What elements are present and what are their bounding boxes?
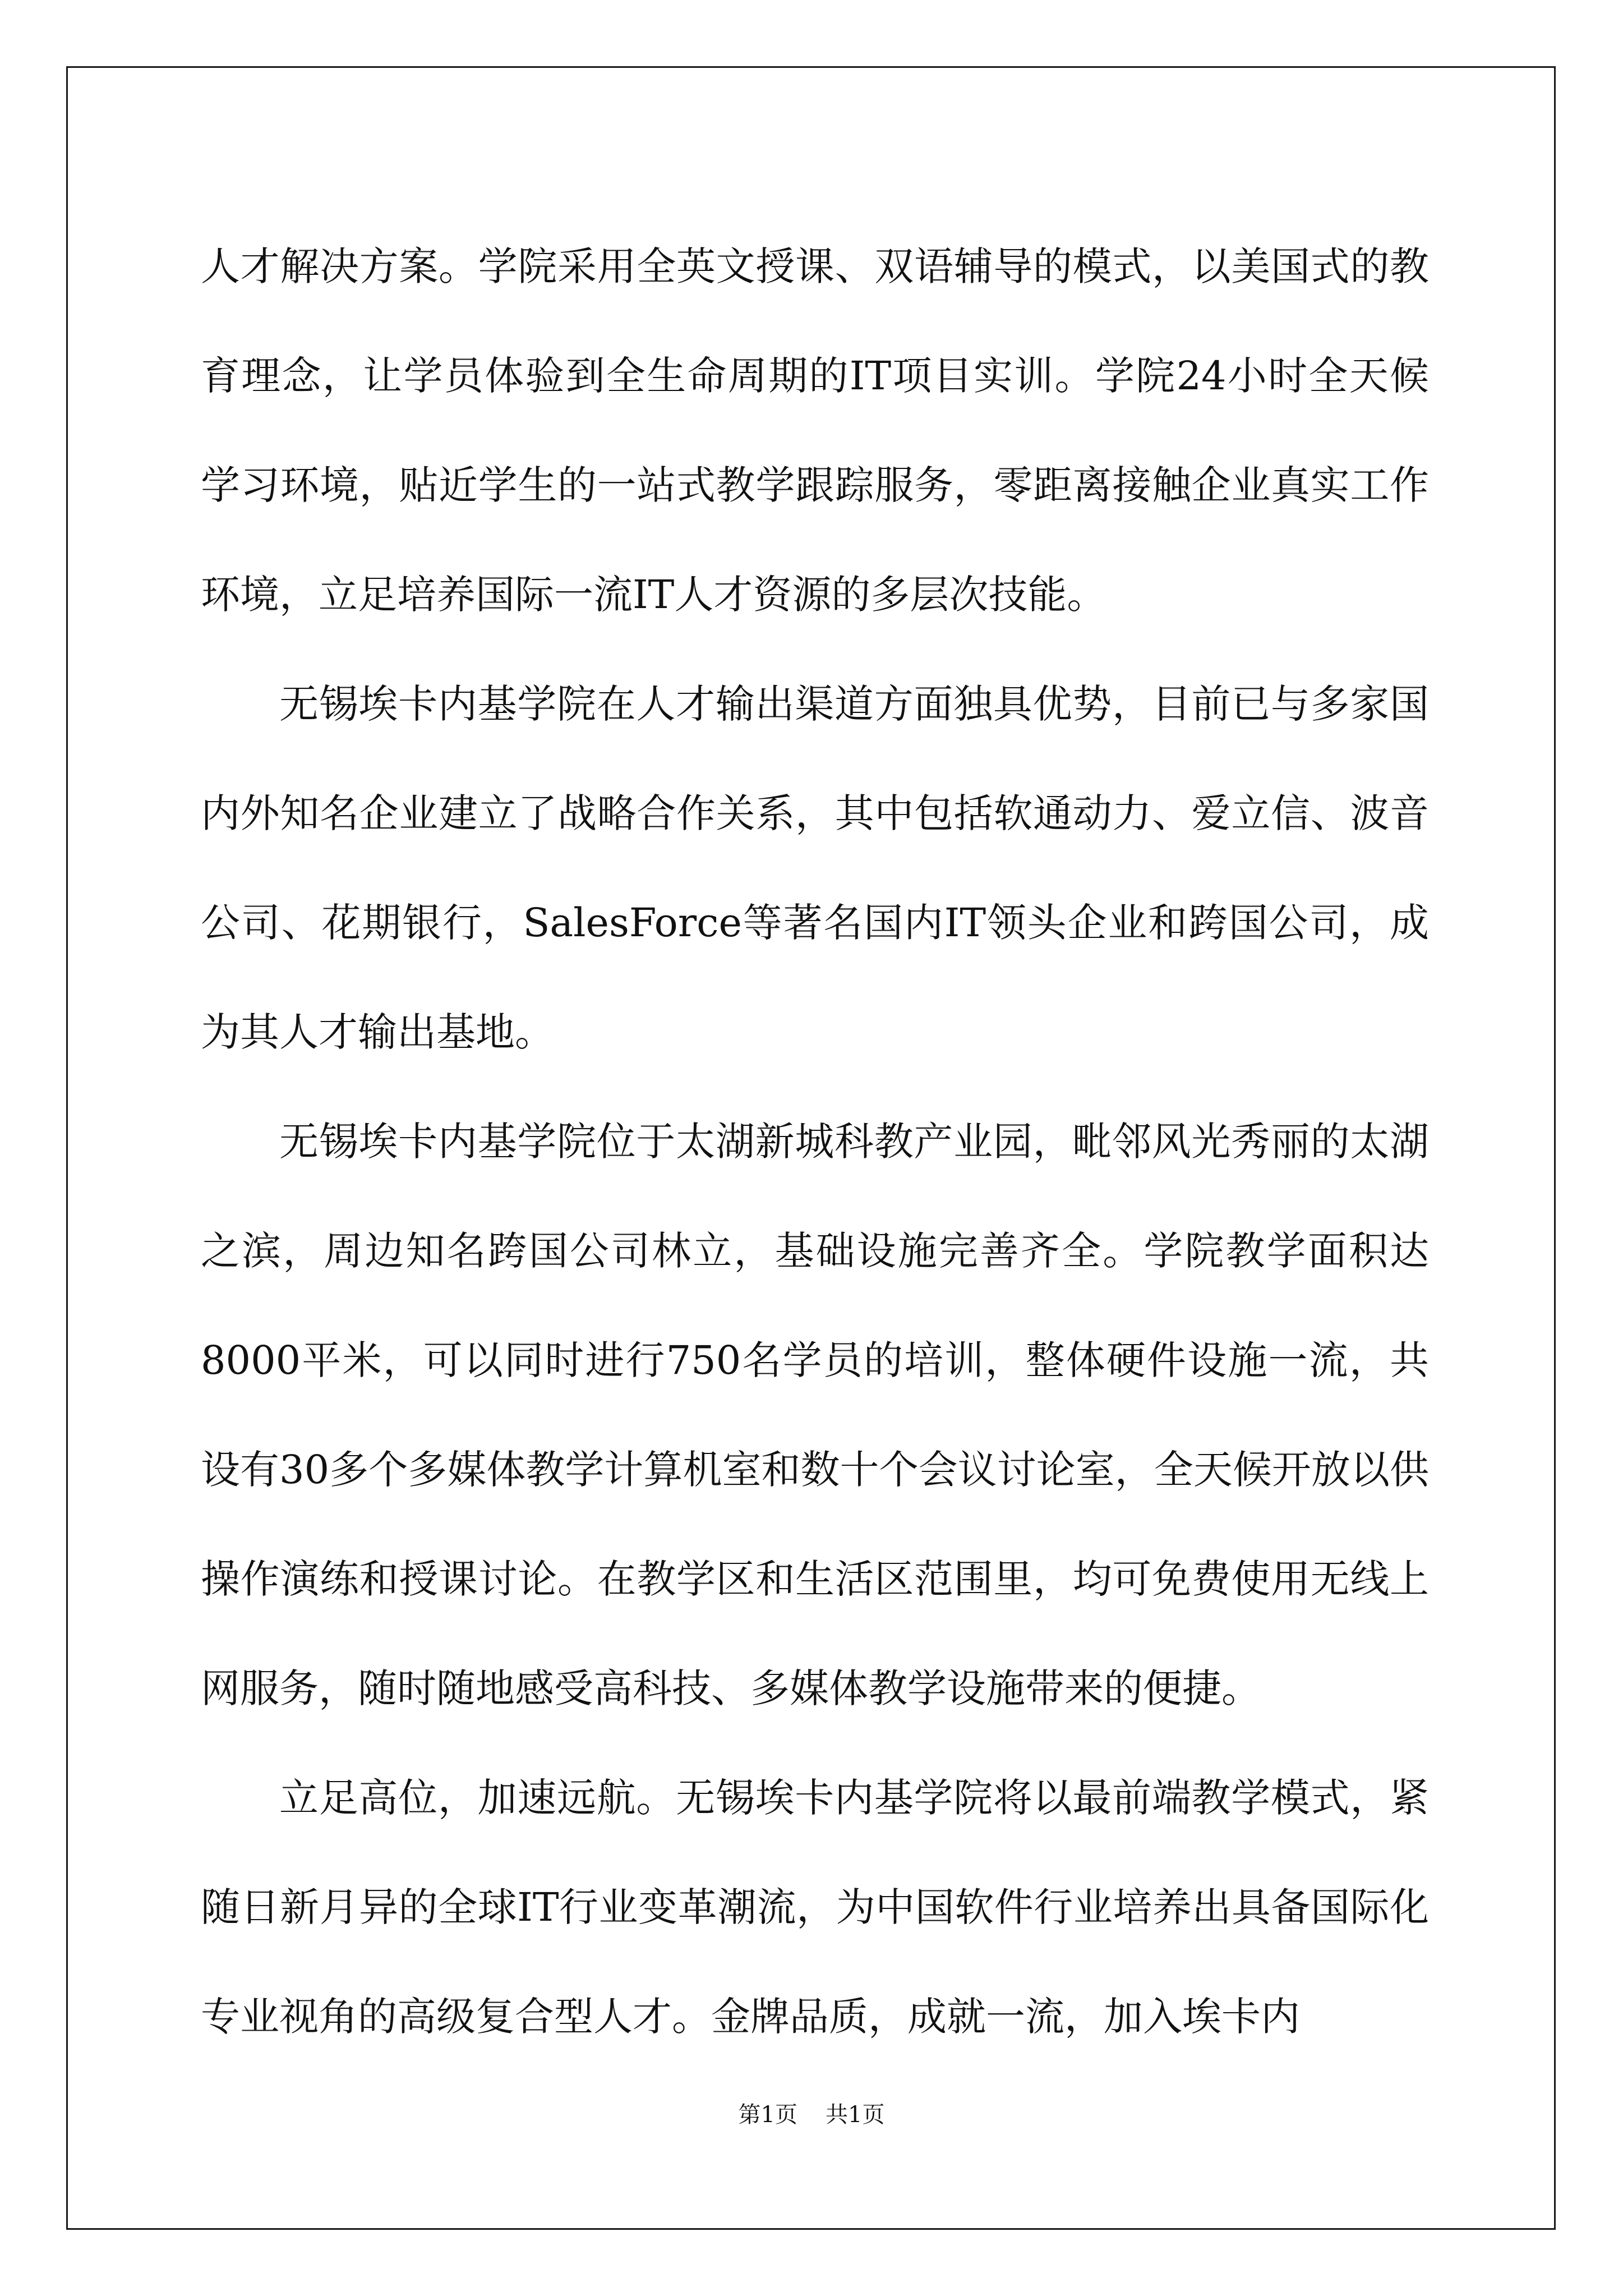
page-total: 共1页 [826, 2102, 885, 2128]
paragraph-2: 无锡埃卡内基学院在人才输出渠道方面独具优势，目前已与多家国内外知名企业建立了战略合作关系，其中包括软通动力、爱立信、波音公司、花期银行，SalesForce等著名国内IT领头企业和跨国公司，成为其人才输出基地。 [201, 681, 1429, 1055]
paragraph-3: 无锡埃卡内基学院位于太湖新城科教产业园，毗邻风光秀丽的太湖之滨，周边知名跨国公司林立，基础设施完善齐全。学院教学面积达8000平米，可以同时进行750名学员的培训，整体硬件设施一流，共设有30多个多媒体教学计算机室和数十个会议讨论室，全天候开放以供操作演练和授课讨论。在教学区和生活区范围里，均可免费使用无线上网服务，随时随地感受高科技、多媒体教学设施带来的便捷。 [201, 1119, 1429, 1711]
document-body [201, 212, 1429, 2072]
paragraph-4: 立足高位，加速远航。无锡埃卡内基学院将以最前端教学模式，紧随日新月异的全球IT行业变革潮流，为中国软件行业培养出具备国际化专业视角的高级复合型人才。金牌品质，成就一流，加入埃卡内 [201, 1775, 1429, 2040]
paragraph-1: 人才解决方案。学院采用全英文授课、双语辅导的模式，以美国式的教育理念，让学员体验到全生命周期的IT项目实训。学院24小时全天候学习环境，贴近学生的一站式教学跟踪服务，零距离接触企业真实工作环境，立足培养国际一流IT人才资源的多层次技能。 [201, 243, 1429, 618]
page-footer [0, 2097, 1623, 2129]
page-number: 第1页 [738, 2102, 797, 2128]
